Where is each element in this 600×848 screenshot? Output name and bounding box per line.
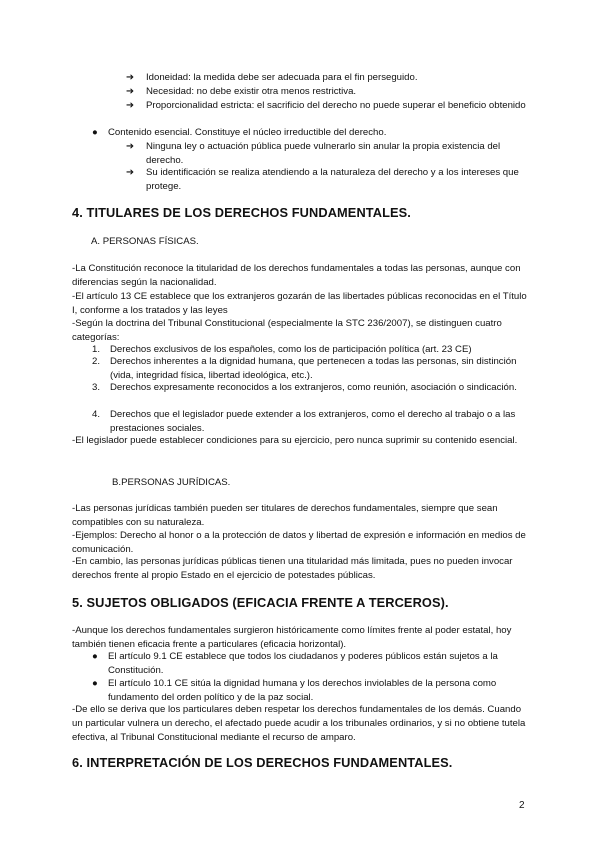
arrow-right-icon: ➔ — [126, 100, 135, 111]
paragraph: -Aunque los derechos fundamentales surgieron históricamente como límites frente al poder estatal, hoy también tienen eficacia frente a particulares (eficacia horizontal). — [72, 625, 512, 650]
subsection-b-heading: B.PERSONAS JURÍDICAS. — [112, 477, 231, 488]
paragraph: -La Constitución reconoce la titularidad de los derechos fundamentales a todas las personas, aunque con diferencias según la nacionalidad. — [72, 263, 521, 288]
list-item: ● El artículo 10.1 CE sitúa la dignidad humana y los derechos inviolables de la persona como fundamento del orden político y de la paz social. — [92, 678, 497, 703]
bullet-icon: ● — [92, 678, 98, 689]
paragraph: -Según la doctrina del Tribunal Constitucional (especialmente la STC 236/2007), se distinguen cuatro categorías: — [72, 318, 502, 343]
page-number: 2 — [519, 800, 525, 811]
paragraph: -De ello se deriva que los particulares deben respetar los derechos fundamentales de los demás. Cuando un particular vulnera un derecho, el afectado puede acudir a los tribunales ordinarios, y si no obtiene tutela efectiva, al Tribunal Constitucional mediante el recurso de amparo. — [72, 704, 526, 743]
arrow-right-icon: ➔ — [126, 167, 135, 178]
list-item: ➔ Necesidad: no debe existir otra menos restrictiva. — [126, 86, 357, 97]
arrow-right-icon: ➔ — [126, 72, 135, 83]
list-item: ➔ Proporcionalidad estricta: el sacrificio del derecho no puede superar el beneficio obtenido — [126, 100, 526, 111]
subsection-a-heading: A. PERSONAS FÍSICAS. — [91, 236, 199, 247]
section-6-heading: 6. INTERPRETACIÓN DE LOS DERECHOS FUNDAMENTALES. — [72, 755, 453, 770]
paragraph: -Las personas jurídicas también pueden ser titulares de derechos fundamentales, siempre que sean compatibles con su naturaleza. — [72, 503, 498, 528]
list-item: ● El artículo 9.1 CE establece que todos los ciudadanos y poderes públicos están sujetos a la Constitución. — [92, 651, 498, 676]
paragraph: -El legislador puede establecer condiciones para su ejercicio, pero nunca suprimir su contenido esencial. — [72, 435, 518, 446]
section-5-heading: 5. SUJETOS OBLIGADOS (EFICACIA FRENTE A TERCEROS). — [72, 595, 449, 610]
list-item: ➔ Su identificación se realiza atendiendo a la naturaleza del derecho y a los intereses que protege. — [126, 167, 519, 192]
bullet-icon: ● — [92, 651, 98, 662]
list-item: 2. Derechos inherentes a la dignidad humana, que pertenecen a todas las personas, sin distinción (vida, integridad física, libertad ideológica, etc.). — [92, 356, 517, 381]
section-4-heading: 4. TITULARES DE LOS DERECHOS FUNDAMENTALES. — [72, 205, 411, 220]
list-item: ➔ Idoneidad: la medida debe ser adecuada para el fin perseguido. — [126, 72, 418, 83]
list-item: ● Contenido esencial. Constituye el núcleo irreductible del derecho. — [92, 127, 387, 138]
paragraph: -Ejemplos: Derecho al honor o a la protección de datos y libertad de expresión e información en medios de comunicación. — [72, 530, 526, 555]
list-item: 1. Derechos exclusivos de los españoles, como los de participación política (art. 23 CE) — [92, 344, 472, 355]
paragraph: -El artículo 13 CE establece que los extranjeros gozarán de las libertades públicas reconocidas en el Título I, conforme a los tratados y las leyes — [72, 291, 527, 316]
arrow-right-icon: ➔ — [126, 141, 135, 152]
arrow-right-icon: ➔ — [126, 86, 135, 97]
list-item: 4. Derechos que el legislador puede extender a los extranjeros, como el derecho al trabajo o a las prestaciones sociales. — [92, 409, 516, 434]
bullet-icon: ● — [92, 127, 98, 138]
list-item: ➔ Ninguna ley o actuación pública puede vulnerarlo sin anular la propia existencia del derecho. — [126, 141, 501, 166]
paragraph: -En cambio, las personas jurídicas públicas tienen una titularidad más limitada, pues no pueden invocar derechos frente al propio Estado en el ejercicio de potestades públicas. — [72, 556, 513, 581]
list-item: 3. Derechos expresamente reconocidos a los extranjeros, como reunión, asociación o sindicación. — [92, 382, 517, 393]
